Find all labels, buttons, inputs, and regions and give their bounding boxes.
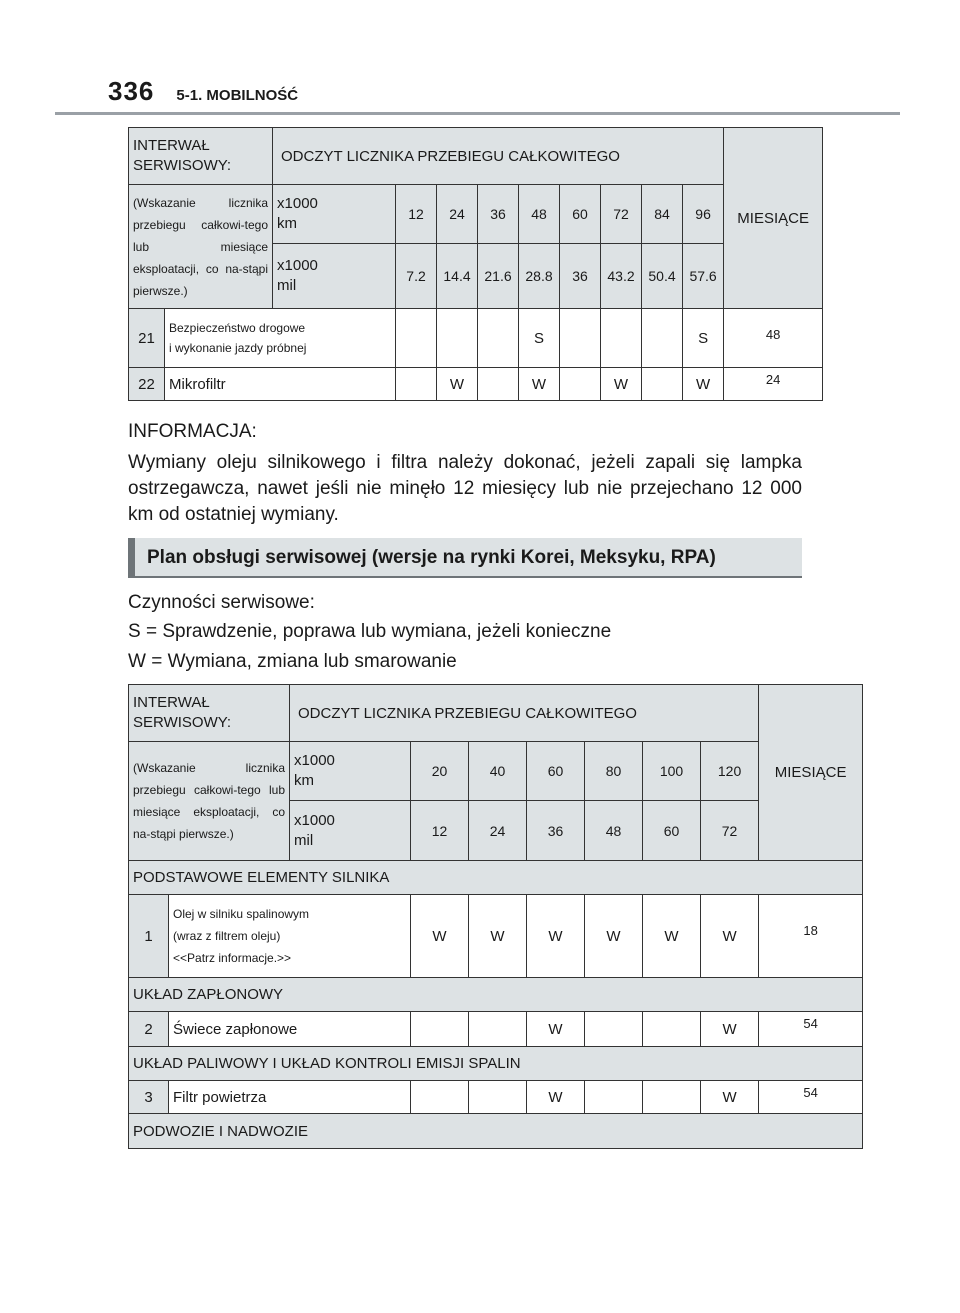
mil-value: 36 — [560, 244, 601, 309]
mark-cell — [642, 309, 683, 368]
mark-cell — [643, 1012, 701, 1047]
mark-cell: W — [411, 895, 469, 978]
page-header — [108, 76, 298, 107]
km-value: 60 — [560, 185, 601, 244]
mil-label: x1000 mil — [290, 801, 411, 861]
months-header: MIESIĄCE — [759, 685, 863, 861]
mark-cell: W — [585, 895, 643, 978]
mark-cell: W — [701, 895, 759, 978]
months-value: 24 — [724, 368, 823, 401]
section-ignition: UKŁAD ZAPŁONOWY — [129, 978, 863, 1012]
row-name: Świece zapłonowe — [169, 1012, 411, 1047]
interval-cell — [129, 128, 273, 185]
mark-cell — [560, 309, 601, 368]
mark-cell — [469, 1012, 527, 1047]
mark-cell: W — [519, 368, 560, 401]
mark-cell: W — [469, 895, 527, 978]
row-number: 3 — [129, 1081, 169, 1114]
legend-w: W = Wymiana, zmiana lub smarowanie — [128, 651, 457, 672]
interval-cell — [129, 685, 290, 742]
km-value: 36 — [478, 185, 519, 244]
legend-s: S = Sprawdzenie, poprawa lub wymiana, jeżeli konieczne — [128, 621, 612, 642]
row-number: 22 — [129, 368, 165, 401]
mil-value: 7.2 — [396, 244, 437, 309]
months-value: 54 — [759, 1081, 863, 1114]
km-value: 100 — [643, 742, 701, 801]
mark-cell — [585, 1081, 643, 1114]
page-number: 336 — [108, 76, 155, 106]
months-value: 48 — [724, 309, 823, 368]
row-name: Filtr powietrza — [169, 1081, 411, 1114]
row-name: Bezpieczeństwo drogowe i wykonanie jazdy próbnej — [165, 309, 396, 368]
mark-cell: W — [527, 1081, 585, 1114]
mark-cell: W — [701, 1012, 759, 1047]
mark-cell — [478, 309, 519, 368]
mark-cell — [601, 309, 642, 368]
interval-label: INTERWAŁ SERWISOWY: — [133, 694, 232, 731]
mark-cell — [643, 1081, 701, 1114]
mark-cell — [396, 368, 437, 401]
mark-cell — [560, 368, 601, 401]
interval-label: INTERWAŁ SERWISOWY: — [133, 137, 232, 174]
header-rule — [55, 112, 900, 115]
row-number: 2 — [129, 1012, 169, 1047]
interval-note: (Wskazanie licznika przebiegu całkowi-tego lub miesiące eksploatacji, co na-stąpi pierwsze.) — [129, 185, 273, 309]
mark-cell: W — [683, 368, 724, 401]
mil-value: 14.4 — [437, 244, 478, 309]
mark-cell — [411, 1012, 469, 1047]
km-value: 24 — [437, 185, 478, 244]
km-value: 40 — [469, 742, 527, 801]
mark-cell: S — [683, 309, 724, 368]
months-value: 54 — [759, 1012, 863, 1047]
mark-cell: W — [527, 1012, 585, 1047]
mark-cell — [396, 309, 437, 368]
mil-value: 12 — [411, 801, 469, 861]
service-table-2 — [128, 684, 863, 1149]
mark-cell: W — [527, 895, 585, 978]
months-header: MIESIĄCE — [724, 128, 823, 309]
mil-value: 43.2 — [601, 244, 642, 309]
mark-cell — [642, 368, 683, 401]
km-value: 84 — [642, 185, 683, 244]
mark-cell — [437, 309, 478, 368]
section-chassis: PODWOZIE I NADWOZIE — [129, 1114, 863, 1149]
mil-label: x1000 mil — [273, 244, 396, 309]
mark-cell: W — [643, 895, 701, 978]
mil-value: 28.8 — [519, 244, 560, 309]
section-title: 5-1. MOBILNOŚĆ — [176, 87, 299, 104]
info-text: Wymiany oleju silnikowego i filtra należy dokonać, jeżeli zapali się lampka ostrzegawcza, nawet jeśli nie minęło 12 miesięcy lub nie przejechano 12 000 km od ostatniej wymiany. — [128, 452, 802, 525]
km-label: x1000 km — [290, 742, 411, 801]
km-value: 72 — [601, 185, 642, 244]
row-number: 1 — [129, 895, 169, 978]
service-table-1-body — [128, 127, 823, 401]
mil-value: 72 — [701, 801, 759, 861]
km-label: x1000 km — [273, 185, 396, 244]
mark-cell — [585, 1012, 643, 1047]
plan-heading — [128, 538, 802, 578]
mil-value: 24 — [469, 801, 527, 861]
mil-value: 36 — [527, 801, 585, 861]
info-title: INFORMACJA: — [128, 421, 257, 442]
months-value: 18 — [759, 895, 863, 978]
km-value: 48 — [519, 185, 560, 244]
row-number: 21 — [129, 309, 165, 368]
km-value: 120 — [701, 742, 759, 801]
km-value: 12 — [396, 185, 437, 244]
mil-value: 48 — [585, 801, 643, 861]
mark-cell: W — [701, 1081, 759, 1114]
mil-value: 60 — [643, 801, 701, 861]
mark-cell — [411, 1081, 469, 1114]
mil-value: 50.4 — [642, 244, 683, 309]
mark-cell — [469, 1081, 527, 1114]
mark-cell: W — [601, 368, 642, 401]
km-value: 20 — [411, 742, 469, 801]
km-value: 96 — [683, 185, 724, 244]
km-value: 80 — [585, 742, 643, 801]
row-name: Olej w silniku spalinowym (wraz z filtrem oleju) <<Patrz informacje.>> — [169, 895, 411, 978]
legend-title: Czynności serwisowe: — [128, 592, 315, 613]
odometer-header: ODCZYT LICZNIKA PRZEBIEGU CAŁKOWITEGO — [290, 685, 759, 742]
mil-value: 21.6 — [478, 244, 519, 309]
section-engine: PODSTAWOWE ELEMENTY SILNIKA — [129, 861, 863, 895]
plan-title: Plan obsługi serwisowej (wersje na rynki Korei, Meksyku, RPA) — [147, 547, 716, 568]
row-name: Mikrofiltr — [165, 368, 396, 401]
odometer-header: ODCZYT LICZNIKA PRZEBIEGU CAŁKOWITEGO — [273, 128, 724, 185]
km-value: 60 — [527, 742, 585, 801]
mark-cell — [478, 368, 519, 401]
section-fuel: UKŁAD PALIWOWY I UKŁAD KONTROLI EMISJI SPALIN — [129, 1047, 863, 1081]
mil-value: 57.6 — [683, 244, 724, 309]
mark-cell: S — [519, 309, 560, 368]
interval-note: (Wskazanie licznika przebiegu całkowi-tego lub miesiące eksploatacji, co na-stąpi pierwsze.) — [129, 742, 290, 861]
mark-cell: W — [437, 368, 478, 401]
